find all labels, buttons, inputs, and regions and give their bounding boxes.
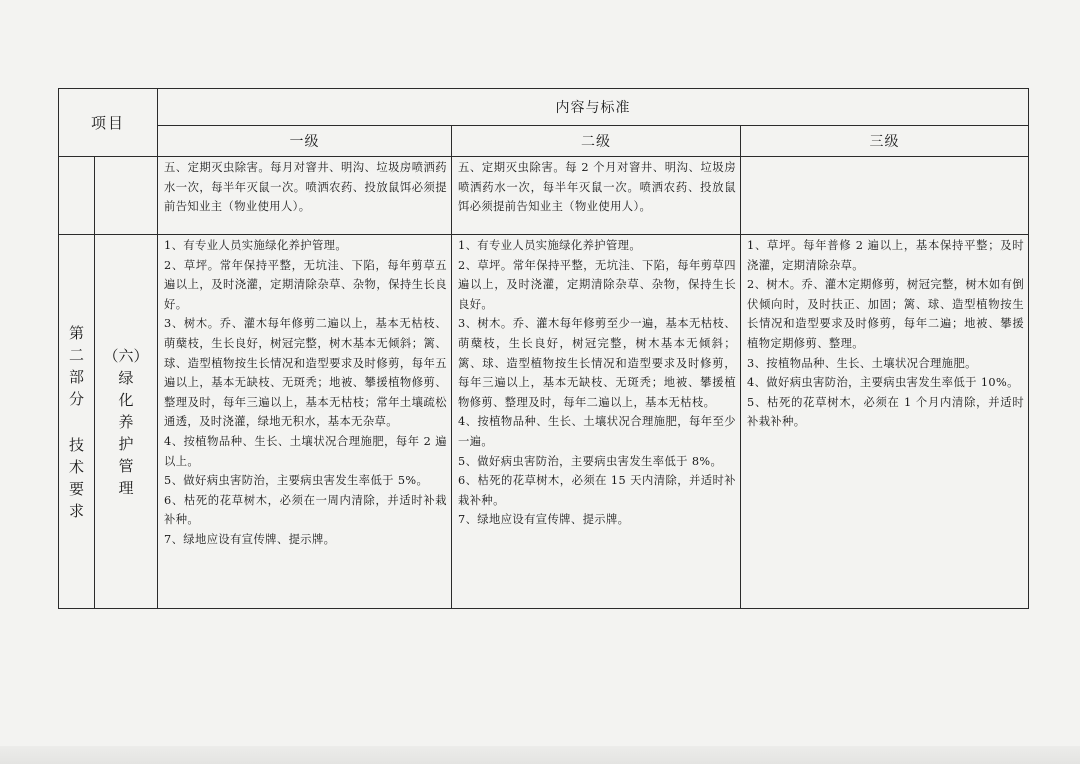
part-char: 二 — [68, 345, 84, 364]
greening-level3-item: 1、草坪。每年普修 2 遍以上，基本保持平整；及时浇灌，定期清除杂草。 — [747, 239, 1025, 272]
greening-level3-item: 4、做好病虫害防治，主要病虫害发生率低于 10%。 — [747, 376, 1019, 390]
greening-level3-item: 2、树木。乔、灌木定期修剪，树冠完整，树木如有倒伏倾向时，及时扶正、加固；篱、球、造型植物按生长情况和造型要求及时修剪，每年二遍；地被、攀援植物定期修剪、整理。 — [747, 278, 1025, 350]
tech-char: 术 — [68, 457, 84, 476]
greening-level1-item: 2、草坪。常年保持平整，无坑洼、下陷，每年剪草五遍以上，及时浇灌，定期清除杂草、杂物，保持生长良好。 — [164, 258, 448, 311]
content-standard-header: 内容与标准 — [158, 89, 1029, 126]
level2-header: 二级 — [452, 126, 741, 157]
part-char: 部 — [68, 367, 84, 386]
greening-level3-item: 3、按植物品种、生长、土壤状况合理施肥。 — [747, 356, 977, 370]
item-char: 管 — [118, 456, 134, 475]
greening-level1-item: 1、有专业人员实施绿化养护管理。 — [164, 239, 348, 252]
project-header: 项目 — [59, 89, 158, 157]
item-char: 绿 — [118, 368, 134, 387]
tech-char: 求 — [68, 501, 84, 520]
pest-level3-cell — [741, 157, 1029, 235]
pest-level1-text: 五、定期灭虫除害。每月对窨井、明沟、垃圾房喷洒药水一次，每半年灭鼠一次。喷洒农药、投放鼠饵必须提前告知业主（物业使用人）。 — [164, 161, 448, 214]
greening-level2-cell — [452, 235, 741, 609]
header-row-levels — [59, 126, 1029, 157]
pest-level1-cell — [158, 157, 452, 235]
greening-level3-cell — [741, 235, 1029, 609]
tech-char: 技 — [68, 435, 84, 454]
part-char: 分 — [68, 389, 84, 408]
greening-level1-item: 3、树木。乔、灌木每年修剪二遍以上，基本无枯枝、萌蘖枝，生长良好，树冠完整，树木基本无倾斜；篱、球、造型植物按生长情况和造型要求及时修剪，每年五遍以上，基本无缺枝、无斑秃；地被、攀援植物修剪、整理及时，每年三遍以上，基本无枯枝；常年土壤疏松通透，及时浇灌，绿地无积水，基本无杂草。 — [164, 317, 448, 429]
standards-table — [58, 88, 1029, 609]
greening-level1-item: 6、枯死的花草树木，必须在一周内清除，并适时补栽补种。 — [164, 493, 448, 527]
greening-level2-item: 2、草坪。常年保持平整，无坑洼、下陷，每年剪草四遍以上，及时浇灌，定期清除杂草、杂物，保持生长良好。 — [458, 258, 737, 311]
greening-level2-item: 6、枯死的花草树木，必须在 15 天内清除，并适时补栽补种。 — [458, 474, 737, 507]
part-label-cell-top — [59, 157, 95, 235]
greening-level3-item: 5、枯死的花草树木，必须在 1 个月内清除，并适时补栽补种。 — [747, 395, 1025, 429]
greening-level2-item: 4、按植物品种、生长、土壤状况合理施肥，每年至少一遍。 — [458, 415, 737, 448]
greening-level2-item: 1、有专业人员实施绿化养护管理。 — [458, 239, 642, 252]
part-label-cell — [59, 235, 95, 609]
pest-control-row — [59, 157, 1029, 235]
item-label-cell-top — [95, 157, 158, 235]
pest-level2-text: 五、定期灭虫除害。每 2 个月对窨井、明沟、垃圾房喷洒药水一次，每半年灭鼠一次。喷洒农药、投放鼠饵必须提前告知业主（物业使用人）。 — [458, 161, 737, 214]
item-number: （六） — [103, 346, 149, 365]
part-gap — [62, 410, 91, 434]
header-row-top — [59, 89, 1029, 126]
greening-level2-item: 3、树木。乔、灌木每年修剪至少一遍，基本无枯枝、萌蘖枝，生长良好，树冠完整，树木基本无倾斜；篱、球、造型植物按生长情况和造型要求及时修剪，每年三遍以上，基本无缺枝、无斑秃；地被、攀援植物修剪、整理及时，每年二遍以上，基本无枯枝。 — [458, 317, 737, 409]
part-char: 第 — [68, 323, 84, 342]
item-char: 化 — [118, 390, 134, 409]
greening-level1-item: 5、做好病虫害防治，主要病虫害发生率低于 5%。 — [164, 474, 429, 488]
pest-level2-cell — [452, 157, 741, 235]
greening-row — [59, 235, 1029, 609]
item-char: 理 — [118, 478, 134, 497]
page-bottom-edge — [0, 746, 1080, 764]
greening-level2-item: 7、绿地应设有宣传牌、提示牌。 — [458, 513, 630, 527]
item-char: 养 — [118, 412, 134, 431]
item-char: 护 — [118, 434, 134, 453]
greening-level2-item: 5、做好病虫害防治，主要病虫害发生率低于 8%。 — [458, 454, 723, 468]
greening-level1-item: 7、绿地应设有宣传牌、提示牌。 — [164, 532, 336, 546]
tech-char: 要 — [68, 479, 84, 498]
item-label-cell — [95, 235, 158, 609]
greening-level1-item: 4、按植物品种、生长、土壤状况合理施肥，每年 2 遍以上。 — [164, 434, 448, 468]
level3-header: 三级 — [741, 126, 1029, 157]
greening-level1-cell — [158, 235, 452, 609]
level1-header: 一级 — [158, 126, 452, 157]
